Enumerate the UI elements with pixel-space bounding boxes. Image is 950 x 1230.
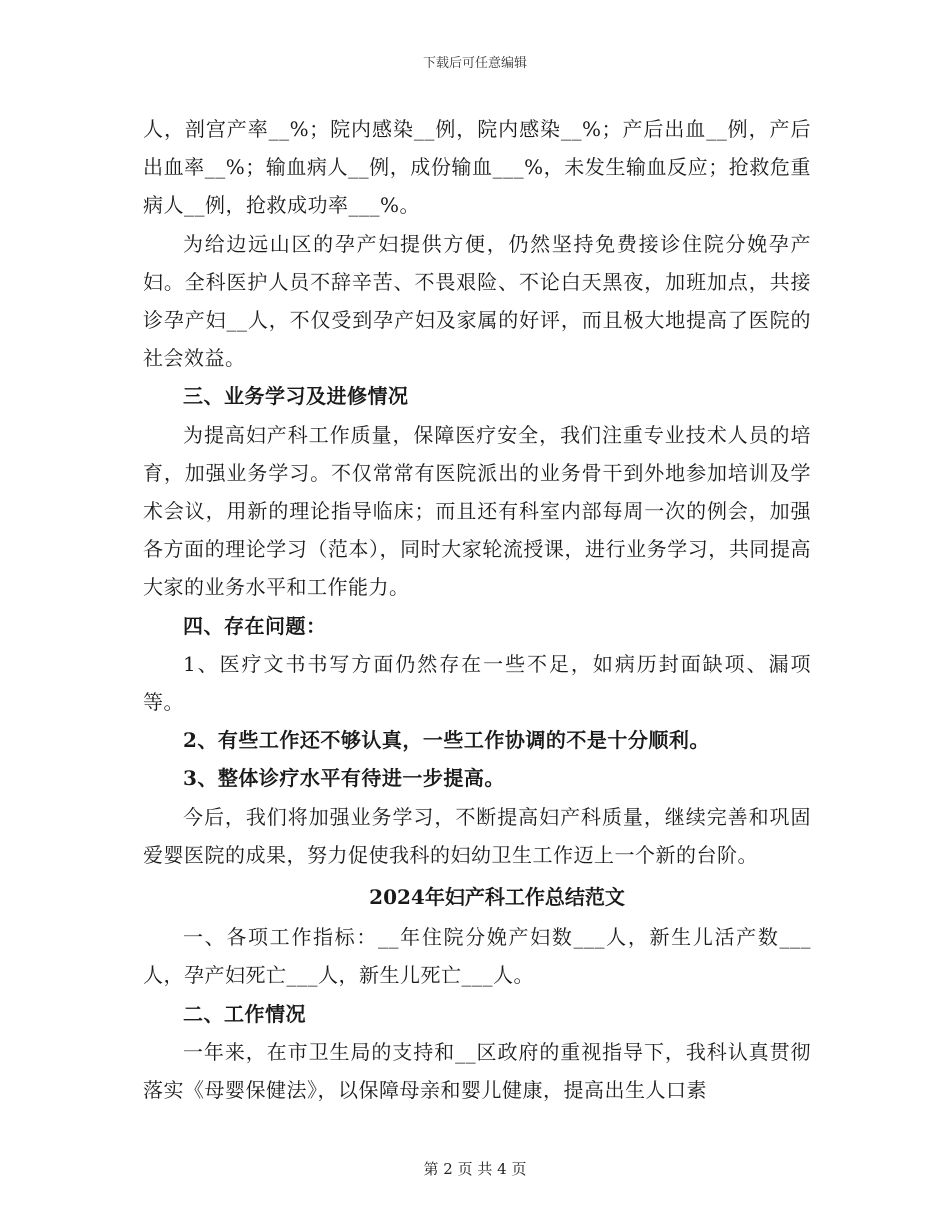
paragraph-study: 为提高妇产科工作质量，保障医疗安全，我们注重专业技术人员的培育，加强业务学习。不仅常常有医院派出的业务骨干到外地参加培训及学术会议，用新的理论指导临床；而且还有科室内部每周一次的例会，加强各方面的理论学习（范本），同时大家轮流授课，进行业务学习，共同提高大家的业务水平和工作能力。 bbox=[143, 422, 811, 600]
section-heading-problems: 四、存在问题： bbox=[183, 613, 327, 638]
section-heading-study: 三、业务学习及进修情况 bbox=[183, 384, 409, 409]
section-heading-work: 二、工作情况 bbox=[183, 1001, 306, 1026]
problem-item-2: 2、有些工作还不够认真，一些工作协调的不是十分顺利。 bbox=[183, 728, 710, 753]
document-body bbox=[143, 110, 811, 1109]
paragraph-continued: 人，剖宫产率__%；院内感染__例，院内感染__%；产后出血__例，产后出血率__%；输血病人__例，成份输血___%，未发生输血反应；抢救危重病人__例，抢救成功率___%。 bbox=[143, 117, 811, 218]
page-footer: 第 2 页 共 4 页 bbox=[423, 1160, 527, 1178]
problem-item-3: 3、整体诊疗水平有待进一步提高。 bbox=[183, 766, 505, 791]
paragraph-future: 今后，我们将加强业务学习，不断提高妇产科质量，继续完善和巩固爱婴医院的成果，努力促使我科的妇幼卫生工作迈上一个新的台阶。 bbox=[143, 804, 811, 867]
document-title: 2024年妇产科工作总结范文 bbox=[369, 885, 625, 910]
paragraph-indicators: 一、各项工作指标：__年住院分娩产妇数___人，新生儿活产数___人，孕产妇死亡___人，新生儿死亡___人。 bbox=[143, 925, 811, 988]
paragraph-remote-area-service: 为给边远山区的孕产妇提供方便，仍然坚持免费接诊住院分娩孕产妇。全科医护人员不辞辛苦、不畏艰险、不论白天黑夜，加班加点，共接诊孕产妇__人，不仅受到孕产妇及家属的好评，而且极大地提高了医院的社会效益。 bbox=[143, 231, 811, 371]
page-header: 下载后可任意编辑 bbox=[422, 56, 527, 71]
problem-item-1: 1、医疗文书书写方面仍然存在一些不足，如病历封面缺项、漏项等。 bbox=[143, 651, 811, 715]
paragraph-work: 一年来，在市卫生局的支持和__区政府的重视指导下，我科认真贯彻落实《母婴保健法》，以保障母亲和婴儿健康，提高出生人口素 bbox=[143, 1039, 811, 1103]
